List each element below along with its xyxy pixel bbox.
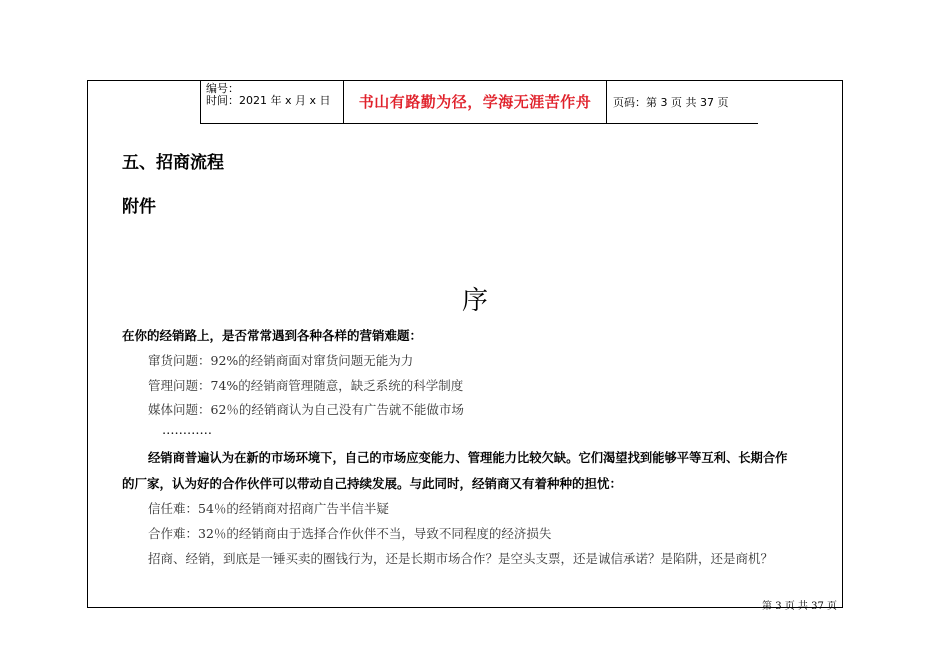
paragraph-line: 的厂家，认为好的合作伙伴可以带动自己持续发展。与此同时，经销商又有着种种的担忧： bbox=[122, 476, 623, 491]
time-label: 时间：2021 年 x 月 x 日 bbox=[206, 94, 331, 107]
problem-item: 管理问题：74%的经销商管理随意，缺乏系统的科学制度 bbox=[148, 378, 464, 393]
document-header bbox=[200, 80, 758, 124]
header-meta bbox=[201, 80, 343, 123]
ellipsis: ………… bbox=[162, 422, 212, 437]
code-label: 编号： bbox=[206, 82, 239, 95]
page-footer: 第 3 页 共 37 页 bbox=[762, 601, 837, 612]
section-heading-5: 五、招商流程 bbox=[122, 153, 224, 173]
worry-item: 合作难：32％的经销商由于选择合作伙伴不当，导致不同程度的经济损失 bbox=[148, 526, 552, 541]
doc-title: 序 bbox=[461, 286, 488, 316]
section-heading-attachment: 附件 bbox=[122, 197, 156, 217]
header-page-cell bbox=[607, 80, 759, 123]
closing-line: 招商、经销，到底是一锤买卖的圈钱行为，还是长期市场合作？是空头支票，还是诚信承诺？是陷阱，还是商机？ bbox=[148, 551, 774, 566]
paragraph-line: 经销商普遍认为在新的市场环境下，自己的市场应变能力、管理能力比较欠缺。它们渴望找到能够平等互利、长期合作 bbox=[148, 451, 788, 465]
problem-item: 媒体问题：62％的经销商认为自己没有广告就不能做市场 bbox=[148, 402, 464, 417]
header-motto-cell bbox=[343, 80, 607, 123]
page-label: 页码：第 3 页 共 37 页 bbox=[613, 95, 729, 109]
worry-item: 信任难：54％的经销商对招商广告半信半疑 bbox=[148, 501, 389, 516]
motto: 书山有路勤为径，学海无涯苦作舟 bbox=[358, 93, 592, 111]
problem-item: 窜货问题：92%的经销商面对窜货问题无能为力 bbox=[148, 353, 414, 368]
intro-line: 在你的经销路上，是否常常遇到各种各样的营销难题： bbox=[122, 328, 423, 343]
